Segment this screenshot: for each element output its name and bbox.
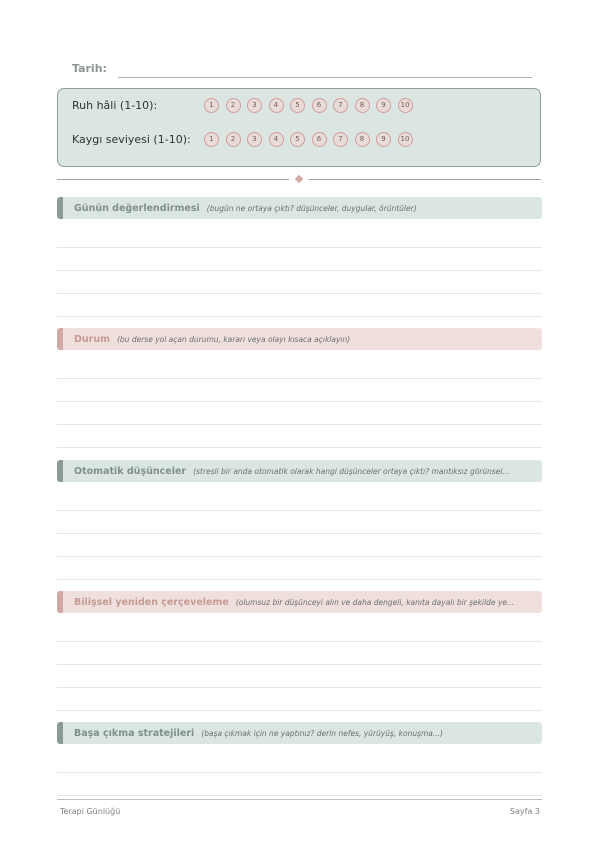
section-header	[57, 591, 542, 613]
mood-scale	[204, 98, 413, 113]
writing-line[interactable]	[57, 225, 542, 248]
footer-divider	[57, 799, 542, 800]
writing-line[interactable]	[57, 557, 542, 580]
anxiety-option[interactable]: 6	[312, 132, 327, 147]
section-coping-strategies	[57, 722, 542, 796]
writing-line[interactable]	[57, 271, 542, 294]
writing-line[interactable]	[57, 488, 542, 511]
anxiety-option[interactable]: 9	[376, 132, 391, 147]
writing-line[interactable]	[57, 619, 542, 642]
section-header	[57, 328, 542, 350]
rating-box	[57, 88, 541, 167]
mood-option[interactable]: 5	[290, 98, 305, 113]
writing-line[interactable]	[57, 511, 542, 534]
section-cognitive-reframing	[57, 591, 542, 711]
writing-line[interactable]	[57, 248, 542, 271]
anxiety-option[interactable]: 8	[355, 132, 370, 147]
section-title: Başa çıkma stratejileri	[74, 727, 195, 739]
section-title: Durum	[74, 333, 110, 345]
mood-option[interactable]: 10	[398, 98, 413, 113]
mood-option[interactable]: 4	[269, 98, 284, 113]
mood-option[interactable]: 3	[247, 98, 262, 113]
ornament-divider	[57, 174, 541, 186]
anxiety-option[interactable]: 4	[269, 132, 284, 147]
anxiety-label: Kaygı seviyesi (1-10):	[72, 132, 191, 146]
anxiety-option[interactable]: 7	[333, 132, 348, 147]
mood-rating-row	[72, 95, 413, 115]
section-accent-bar	[57, 460, 63, 482]
section-hint: (stresli bir anda otomatik olarak hangi düşünceler ortaya çıktı? mantıksız görünsel...	[193, 466, 510, 476]
mood-option[interactable]: 7	[333, 98, 348, 113]
section-accent-bar	[57, 591, 63, 613]
anxiety-option[interactable]: 5	[290, 132, 305, 147]
divider-line	[309, 179, 541, 180]
section-header	[57, 460, 542, 482]
date-row	[72, 62, 532, 80]
writing-area[interactable]	[57, 356, 542, 448]
section-hint: (bugün ne ortaya çıktı? düşünceler, duygular, örüntüler)	[206, 203, 417, 213]
writing-line[interactable]	[57, 402, 542, 425]
writing-line[interactable]	[57, 379, 542, 402]
anxiety-option[interactable]: 2	[226, 132, 241, 147]
anxiety-option[interactable]: 10	[398, 132, 413, 147]
writing-line[interactable]	[57, 665, 542, 688]
section-hint: (olumsuz bir düşünceyi alın ve daha dengeli, kanıta dayalı bir şekilde ye...	[235, 597, 515, 607]
anxiety-option[interactable]: 1	[204, 132, 219, 147]
section-accent-bar	[57, 197, 63, 219]
section-hint: (bu derse yol açan durumu, kararı veya olayı kısaca açıklayın)	[117, 334, 351, 344]
mood-option[interactable]: 1	[204, 98, 219, 113]
anxiety-scale	[204, 132, 413, 147]
writing-area[interactable]	[57, 750, 542, 796]
writing-line[interactable]	[57, 773, 542, 796]
page-number: Sayfa 3	[509, 807, 540, 816]
section-accent-bar	[57, 328, 63, 350]
writing-line[interactable]	[57, 642, 542, 665]
writing-line[interactable]	[57, 356, 542, 379]
section-hint: (başa çıkmak için ne yaptınız? derin nefes, yürüyüş, konuşma...)	[201, 728, 443, 738]
diamond-icon	[295, 175, 303, 183]
section-accent-bar	[57, 722, 63, 744]
section-review	[57, 197, 542, 317]
mood-option[interactable]: 9	[376, 98, 391, 113]
section-situation	[57, 328, 542, 448]
mood-label: Ruh hâli (1-10):	[72, 98, 158, 112]
writing-line[interactable]	[57, 294, 542, 317]
anxiety-rating-row	[72, 129, 413, 149]
mood-option[interactable]: 8	[355, 98, 370, 113]
anxiety-option[interactable]: 3	[247, 132, 262, 147]
section-title: Bilişsel yeniden çerçeveleme	[74, 596, 229, 608]
writing-area[interactable]	[57, 619, 542, 711]
date-input-line[interactable]	[118, 77, 532, 78]
section-title: Günün değerlendirmesi	[74, 202, 200, 214]
mood-option[interactable]: 6	[312, 98, 327, 113]
writing-line[interactable]	[57, 425, 542, 448]
section-automatic-thoughts	[57, 460, 542, 580]
section-header	[57, 197, 542, 219]
section-header	[57, 722, 542, 744]
divider-line	[57, 179, 289, 180]
writing-area[interactable]	[57, 488, 542, 580]
mood-option[interactable]: 2	[226, 98, 241, 113]
date-label: Tarih:	[72, 62, 107, 75]
writing-area[interactable]	[57, 225, 542, 317]
section-title: Otomatik düşünceler	[74, 465, 187, 477]
writing-line[interactable]	[57, 688, 542, 711]
writing-line[interactable]	[57, 534, 542, 557]
writing-line[interactable]	[57, 750, 542, 773]
footer-title: Terapi Günlüğü	[60, 807, 121, 816]
